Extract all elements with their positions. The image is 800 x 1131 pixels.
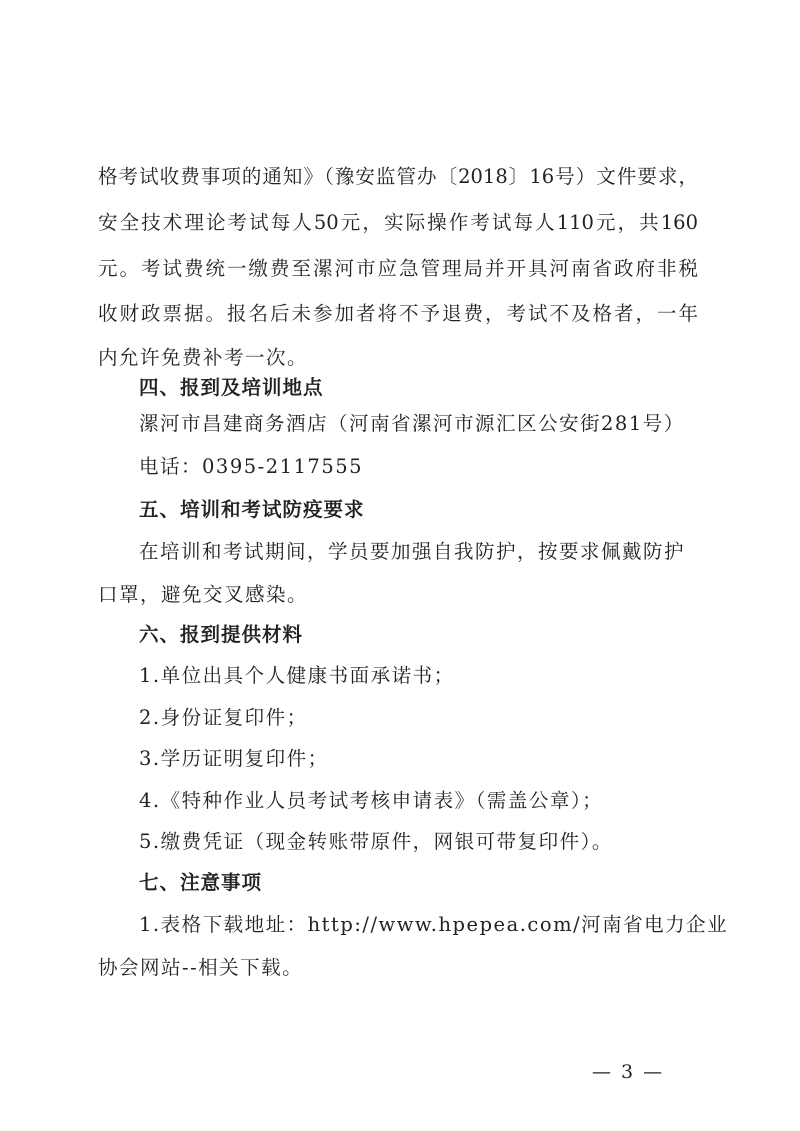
body-text-line: 协会网站--相关下载。 [98,956,304,979]
body-text-line: 在培训和考试期间，学员要加强自我防护，按要求佩戴防护 [139,540,686,563]
body-text-line: 元。考试费统一缴费至漯河市应急管理局并开具河南省政府非税 [98,257,698,280]
list-item: 1.单位出具个人健康书面承诺书； [139,664,455,687]
list-item: 5.缴费凭证（现金转账带原件，网银可带复印件）。 [139,830,613,853]
page-number: — 3 — [592,1061,665,1083]
list-item: 2.身份证复印件； [139,706,308,729]
download-address-line: 1.表格下载地址：http://www.hpepea.com/河南省电力企业 [139,913,729,936]
body-text-line: 收财政票据。报名后未参加者将不予退费，考试不及格者，一年 [98,302,698,325]
section-7-heading: 七、注意事项 [139,871,263,894]
contact-phone: 电话：0395-2117555 [139,455,364,478]
body-text-line: 格考试收费事项的通知》（豫安监管办〔2018〕16号）文件要求， [98,165,698,188]
training-address: 漯河市昌建商务酒店（河南省漯河市源汇区公安街281号） [139,412,685,435]
list-item: 4.《特种作业人员考试考核申请表》（需盖公章）； [139,789,604,812]
body-text-line: 安全技术理论考试每人50元，实际操作考试每人110元，共160 [98,211,698,234]
body-text-line: 内允许免费补考一次。 [98,346,309,369]
section-5-heading: 五、培训和考试防疫要求 [139,498,365,521]
section-6-heading: 六、报到提供材料 [139,623,304,646]
list-item: 3.学历证明复印件； [139,747,329,770]
body-text-line: 口罩，避免交叉感染。 [98,583,309,606]
section-4-heading: 四、报到及培训地点 [139,376,324,399]
